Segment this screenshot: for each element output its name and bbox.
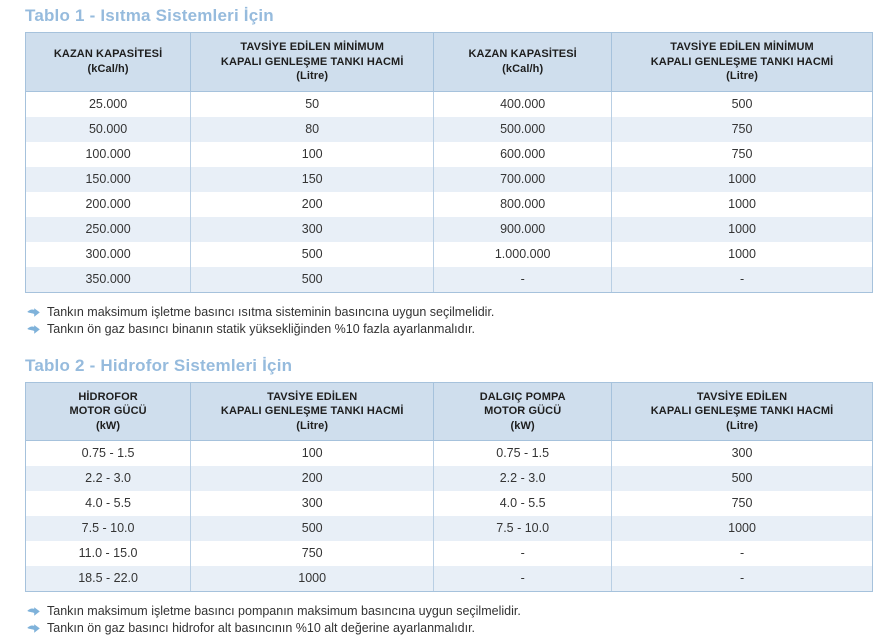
- table-row: [26, 466, 873, 491]
- table-row: [26, 117, 873, 142]
- data-cell: 700.000: [434, 167, 612, 192]
- data-cell: 50: [191, 91, 434, 117]
- data-cell: 500: [191, 242, 434, 267]
- data-cell: -: [434, 541, 612, 566]
- table-row: [26, 167, 873, 192]
- column-header: KAZAN KAPASİTESİ (kCal/h): [434, 33, 612, 92]
- data-cell: 2.2 - 3.0: [26, 466, 191, 491]
- table1-notes: [27, 304, 873, 338]
- data-cell: 250.000: [26, 217, 191, 242]
- data-cell: 80: [191, 117, 434, 142]
- data-cell: 500: [612, 466, 873, 491]
- column-header: TAVSİYE EDİLEN MİNİMUM KAPALI GENLEŞME TANKI HACMİ (Litre): [612, 33, 873, 92]
- data-cell: 11.0 - 15.0: [26, 541, 191, 566]
- table-row: [26, 267, 873, 293]
- data-cell: 1000: [612, 217, 873, 242]
- data-cell: 4.0 - 5.5: [434, 491, 612, 516]
- data-cell: 350.000: [26, 267, 191, 293]
- table-row: [26, 91, 873, 117]
- table2-notes: [27, 603, 873, 637]
- data-cell: 50.000: [26, 117, 191, 142]
- note-text: Tankın ön gaz basıncı hidrofor alt basıncının %10 alt değerine ayarlanmalıdır.: [47, 621, 476, 636]
- table-row: [26, 217, 873, 242]
- column-header: TAVSİYE EDİLEN KAPALI GENLEŞME TANKI HACMİ (Litre): [191, 382, 434, 441]
- note-item: [27, 304, 873, 321]
- table2-section: [25, 354, 873, 638]
- data-cell: 400.000: [434, 91, 612, 117]
- data-cell: 0.75 - 1.5: [26, 441, 191, 467]
- table1-title: Tablo 1 - Isıtma Sistemleri İçin: [25, 6, 274, 25]
- data-cell: 1000: [612, 167, 873, 192]
- data-cell: 25.000: [26, 91, 191, 117]
- data-cell: 300: [191, 491, 434, 516]
- header-row: [26, 33, 873, 92]
- data-cell: -: [612, 566, 873, 592]
- data-cell: 750: [612, 142, 873, 167]
- data-cell: 2.2 - 3.0: [434, 466, 612, 491]
- table-row: [26, 242, 873, 267]
- table-row: [26, 142, 873, 167]
- data-cell: 100: [191, 441, 434, 467]
- data-cell: 1.000.000: [434, 242, 612, 267]
- table-row: [26, 491, 873, 516]
- data-cell: 100: [191, 142, 434, 167]
- note-item: [27, 620, 873, 637]
- data-cell: 800.000: [434, 192, 612, 217]
- data-cell: 1000: [612, 242, 873, 267]
- table1: [25, 32, 873, 293]
- table-row: [26, 441, 873, 467]
- table-row: [26, 192, 873, 217]
- data-cell: 18.5 - 22.0: [26, 566, 191, 592]
- data-cell: -: [434, 566, 612, 592]
- data-cell: -: [612, 541, 873, 566]
- arrow-bullet-icon: [27, 308, 40, 317]
- data-cell: 200: [191, 466, 434, 491]
- data-cell: -: [434, 267, 612, 293]
- column-header: TAVSİYE EDİLEN MİNİMUM KAPALI GENLEŞME TANKI HACMİ (Litre): [191, 33, 434, 92]
- arrow-bullet-icon: [27, 325, 40, 334]
- data-cell: 750: [191, 541, 434, 566]
- table-row: [26, 516, 873, 541]
- note-text: Tankın maksimum işletme basıncı pompanın maksimum basıncına uygun seçilmelidir.: [47, 604, 521, 619]
- arrow-bullet-icon: [27, 624, 40, 633]
- note-text: Tankın ön gaz basıncı binanın statik yüksekliğinden %10 fazla ayarlanmalıdır.: [47, 321, 476, 336]
- data-cell: 750: [612, 491, 873, 516]
- note-item: [27, 321, 873, 338]
- arrow-bullet-icon: [27, 607, 40, 616]
- table-row: [26, 566, 873, 592]
- header-row: [26, 382, 873, 441]
- data-cell: 300: [191, 217, 434, 242]
- data-cell: 500: [191, 516, 434, 541]
- data-cell: 500.000: [434, 117, 612, 142]
- data-cell: 100.000: [26, 142, 191, 167]
- data-cell: 750: [612, 117, 873, 142]
- data-cell: 7.5 - 10.0: [434, 516, 612, 541]
- data-cell: 150: [191, 167, 434, 192]
- data-cell: 900.000: [434, 217, 612, 242]
- table2: [25, 382, 873, 593]
- data-cell: 150.000: [26, 167, 191, 192]
- data-cell: 300.000: [26, 242, 191, 267]
- table1-section: [25, 4, 873, 338]
- data-cell: -: [612, 267, 873, 293]
- data-cell: 200.000: [26, 192, 191, 217]
- table2-title: Tablo 2 - Hidrofor Sistemleri İçin: [25, 355, 293, 375]
- data-cell: 1000: [612, 192, 873, 217]
- data-cell: 7.5 - 10.0: [26, 516, 191, 541]
- data-cell: 600.000: [434, 142, 612, 167]
- data-cell: 500: [191, 267, 434, 293]
- data-cell: 0.75 - 1.5: [434, 441, 612, 467]
- data-cell: 1000: [191, 566, 434, 592]
- data-cell: 500: [612, 91, 873, 117]
- data-cell: 300: [612, 441, 873, 467]
- table-row: [26, 541, 873, 566]
- column-header: HİDROFOR MOTOR GÜCÜ (kW): [26, 382, 191, 441]
- column-header: TAVSİYE EDİLEN KAPALI GENLEŞME TANKI HACMİ (Litre): [612, 382, 873, 441]
- data-cell: 1000: [612, 516, 873, 541]
- note-item: [27, 603, 873, 620]
- note-text: Tankın maksimum işletme basıncı ısıtma sisteminin basıncına uygun seçilmelidir.: [47, 304, 495, 319]
- data-cell: 200: [191, 192, 434, 217]
- column-header: KAZAN KAPASİTESİ (kCal/h): [26, 33, 191, 92]
- data-cell: 4.0 - 5.5: [26, 491, 191, 516]
- column-header: DALGIÇ POMPA MOTOR GÜCÜ (kW): [434, 382, 612, 441]
